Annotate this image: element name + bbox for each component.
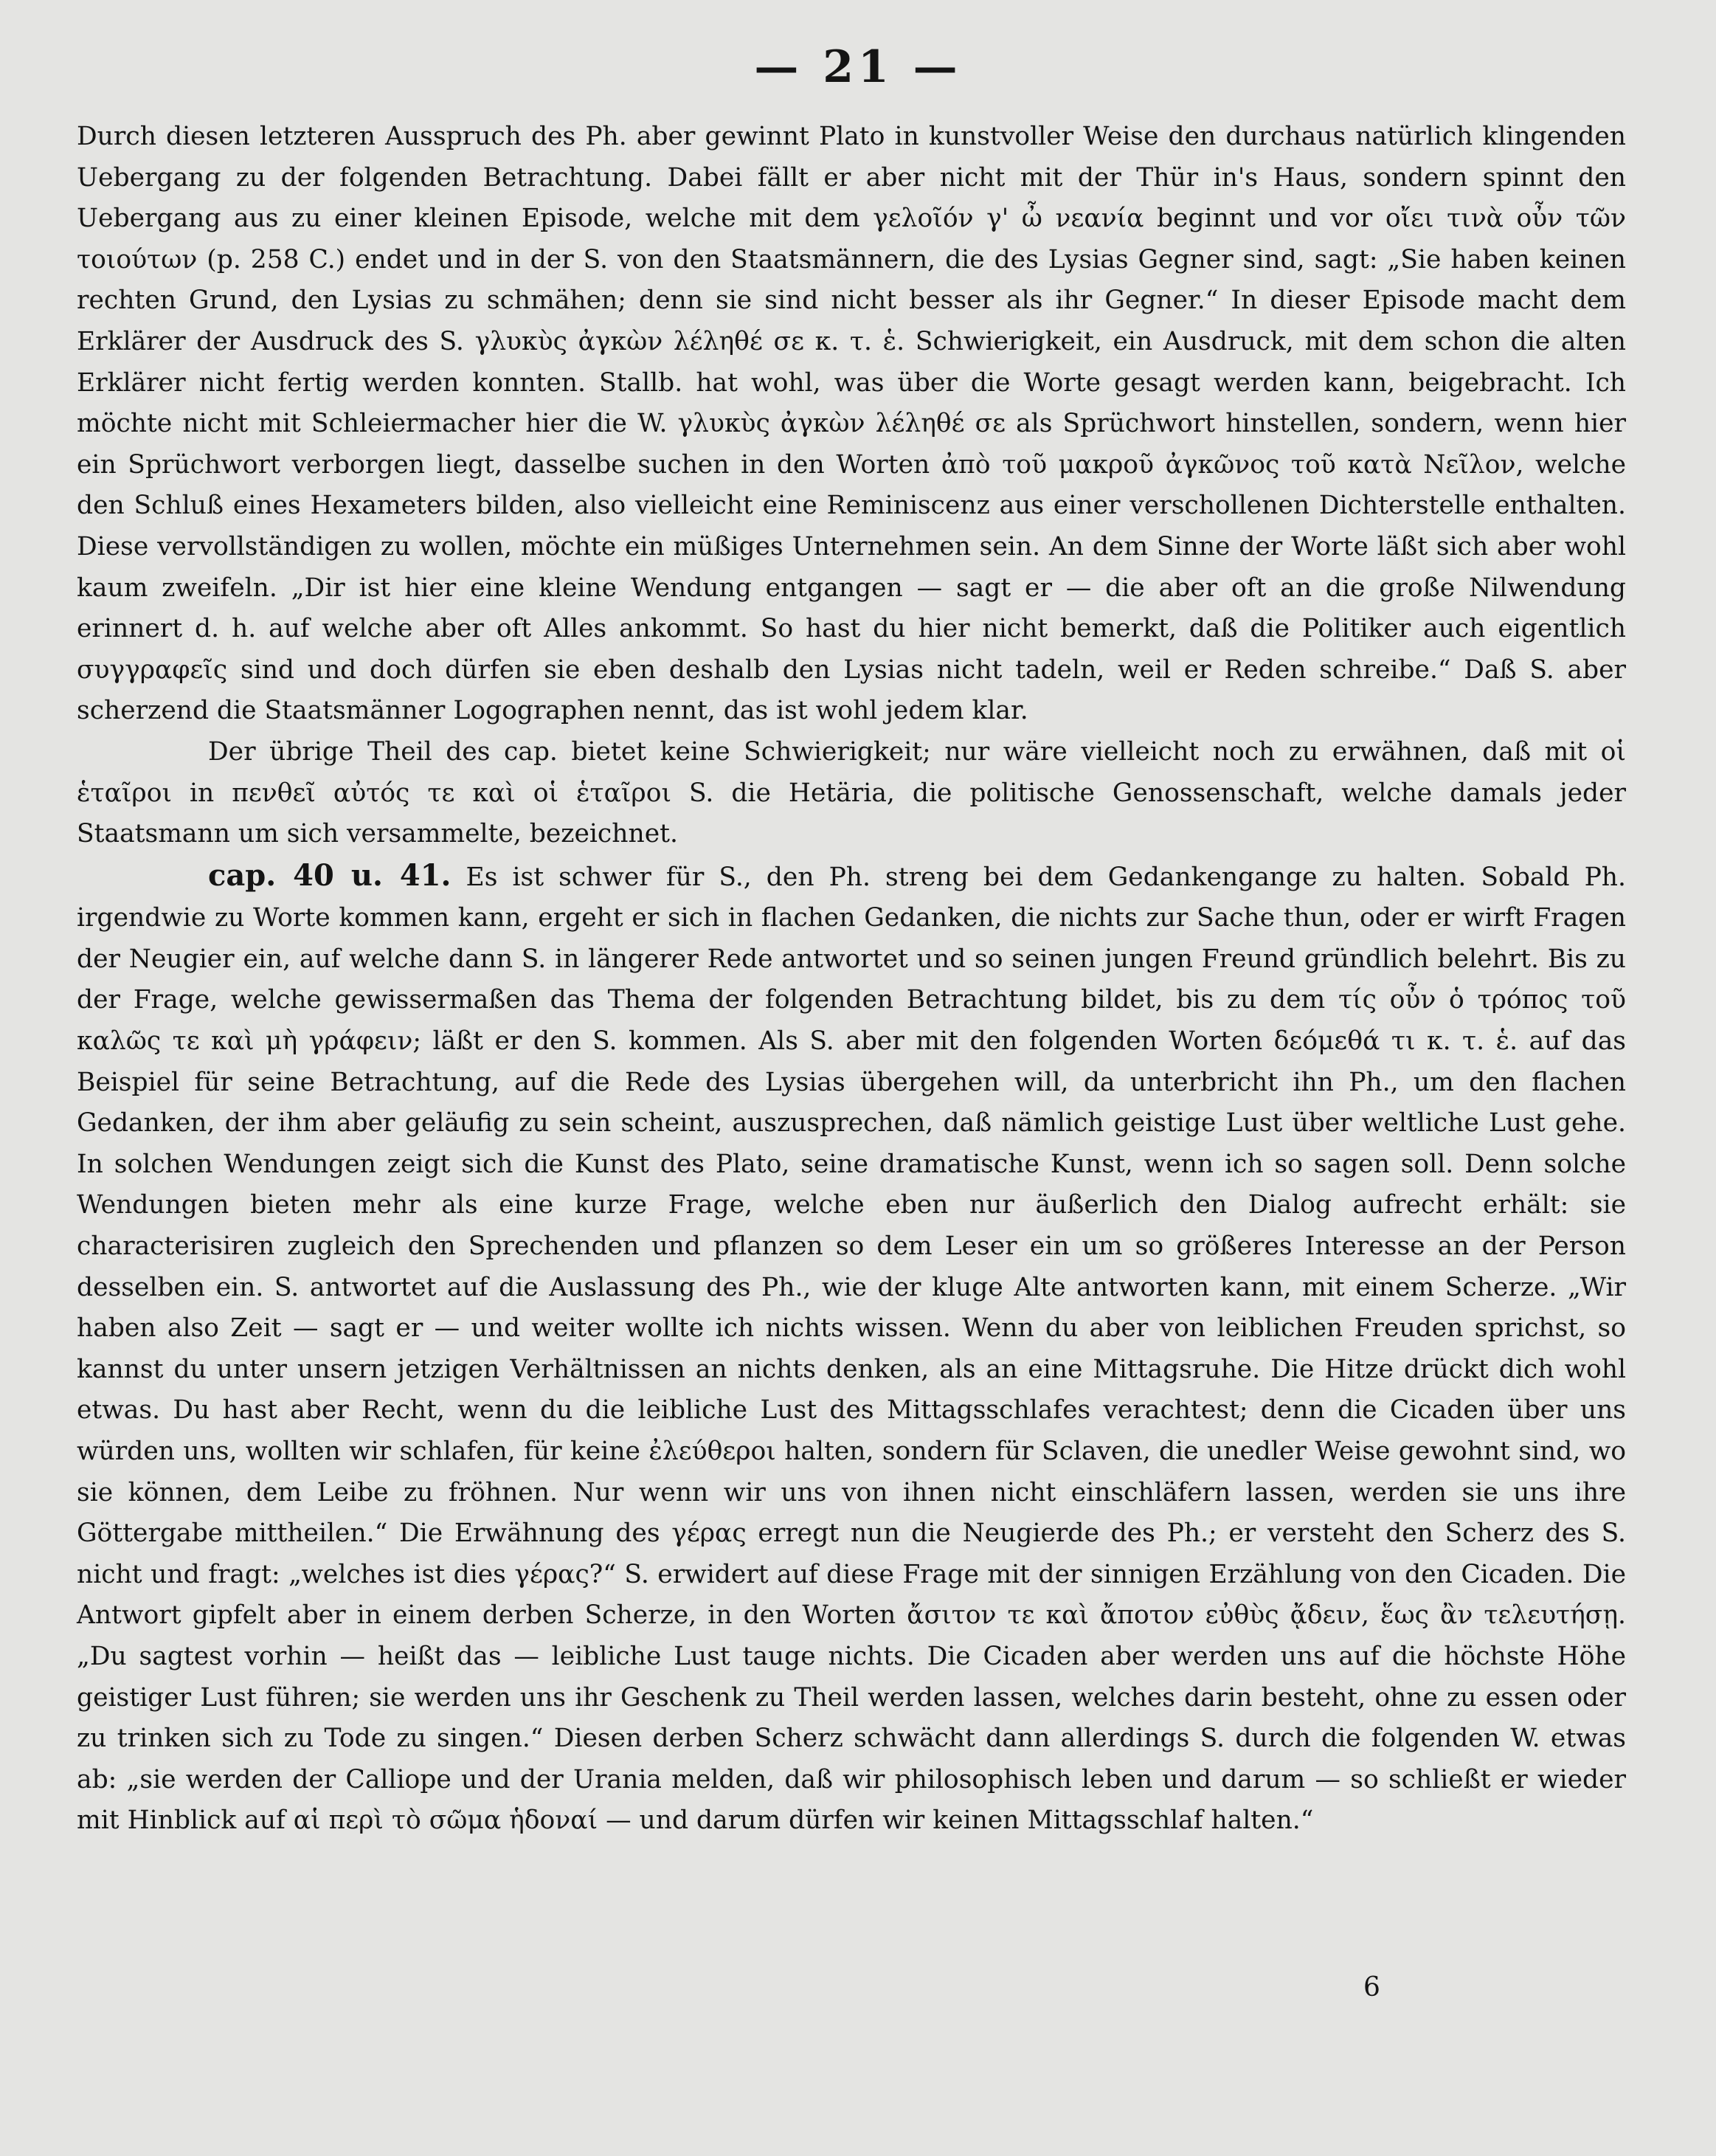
signature-mark: 6	[1363, 1972, 1380, 2003]
page-number: — 21 —	[754, 41, 962, 93]
paragraph-2-text: Der übrige Theil des cap. bietet keine Schwierigkeit; nur wäre vielleicht noch zu erwähnen, daß mit οἱ ἑταῖροι in πενθεῖ αὐτός τε καὶ οἱ ἑταῖροι S. die Hetäria, die politische Genossenschaft, welche damals jeder Staatsmann um sich versammelte, bezeichnet.	[77, 736, 1626, 849]
body-text	[77, 117, 1626, 1842]
paragraph-2	[77, 732, 1626, 855]
paragraph-3	[77, 855, 1626, 1842]
paragraph-1	[77, 117, 1626, 732]
chapter-label: cap. 40 u. 41.	[208, 857, 452, 893]
paragraph-1-text: Durch diesen letzteren Ausspruch des Ph. aber gewinnt Plato in kunstvoller Weise den durchaus natürlich klingenden Uebergang zu der folgenden Betrachtung. Dabei fällt er aber nicht mit der Thür in's Haus, sondern spinnt den Uebergang aus zu einer kleinen Episode, welche mit dem γελοῖόν γ' ὦ νεανία beginnt und vor οἴει τινὰ οὖν τῶν τοιούτων (p. 258 C.) endet und in der S. von den Staatsmännern, die des Lysias Gegner sind, sagt: „Sie haben keinen rechten Grund, den Lysias zu schmähen; denn sie sind nicht besser als ihr Gegner.“ In dieser Episode macht dem Erklärer der Ausdruck des S. γλυκὺς ἀγκὼν λέληθέ σε κ. τ. ἑ. Schwierigkeit, ein Ausdruck, mit dem schon die alten Erklärer nicht fertig werden konnten. Stallb. hat wohl, was über die Worte gesagt werden kann, beigebracht. Ich möchte nicht mit Schleiermacher hier die W. γλυκὺς ἀγκὼν λέληθέ σε als Sprüchwort hinstellen, sondern, wenn hier ein Sprüchwort verborgen liegt, dasselbe suchen in den Worten ἀπὸ τοῦ μακροῦ ἀγκῶνος τοῦ κατὰ Νεῖλον, welche den Schluß eines Hexameters bilden, also vielleicht eine Reminiscenz aus einer verschollenen Dichterstelle enthalten. Diese vervollständigen zu wollen, möchte ein müßiges Unternehmen sein. An dem Sinne der Worte läßt sich aber wohl kaum zweifeln. „Dir ist hier eine kleine Wendung entgangen — sagt er — die aber oft an die große Nilwendung erinnert d. h. auf welche aber oft Alles ankommt. So hast du hier nicht bemerkt, daß die Politiker auch eigentlich συγγραφεῖς sind und doch dürfen sie eben deshalb den Lysias nicht tadeln, weil er Reden schreibe.“ Daß S. aber scherzend die Staatsmänner Logographen nennt, das ist wohl jedem klar.	[77, 122, 1626, 726]
paragraph-3-text: Es ist schwer für S., den Ph. streng bei dem Gedankengange zu halten. Sobald Ph. irgendwie zu Worte kommen kann, ergeht er sich in flachen Gedanken, die nichts zur Sache thun, oder er wirft Fragen der Neugier ein, auf welche dann S. in längerer Rede antwortet und so seinen jungen Freund gründlich belehrt. Bis zu der Frage, welche gewissermaßen das Thema der folgenden Betrachtung bildet, bis zu dem τίς οὖν ὁ τρόπος τοῦ καλῶς τε καὶ μὴ γράφειν; läßt er den S. kommen. Als S. aber mit den folgenden Worten δεόμεθά τι κ. τ. ἑ. auf das Beispiel für seine Betrachtung, auf die Rede des Lysias übergehen will, da unterbricht ihn Ph., um den flachen Gedanken, der ihm aber geläufig zu sein scheint, auszusprechen, daß nämlich geistige Lust über weltliche Lust gehe. In solchen Wendungen zeigt sich die Kunst des Plato, seine dramatische Kunst, wenn ich so sagen soll. Denn solche Wendungen bieten mehr als eine kurze Frage, welche eben nur äußerlich den Dialog aufrecht erhält: sie characterisiren zugleich den Sprechenden und pflanzen so dem Leser ein um so größeres Interesse an der Person desselben ein. S. antwortet auf die Auslassung des Ph., wie der kluge Alte antworten kann, mit einem Scherze. „Wir haben also Zeit — sagt er — und weiter wollte ich nichts wissen. Wenn du aber von leiblichen Freuden sprichst, so kannst du unter unsern jetzigen Verhältnissen an nichts denken, als an eine Mittagsruhe. Die Hitze drückt dich wohl etwas. Du hast aber Recht, wenn du die leibliche Lust des Mittagsschlafes verachtest; denn die Cicaden über uns würden uns, wollten wir schlafen, für keine ἐλεύθεροι halten, sondern für Sclaven, die unedler Weise gewohnt sind, wo sie können, dem Leibe zu fröhnen. Nur wenn wir uns von ihnen nicht einschläfern lassen, werden sie uns ihre Göttergabe mittheilen.“ Die Erwähnung des γέρας erregt nun die Neugierde des Ph.; er versteht den Scherz des S. nicht und fragt: „welches ist dies γέρας?“ S. erwidert auf diese Frage mit der sinnigen Erzählung von den Cicaden. Die Antwort gipfelt aber in einem derben Scherze, in den Worten ἄσιτον τε καὶ ἄποτον εὐθὺς ᾄδειν, ἕως ἂν τελευτήσῃ. „Du sagtest vorhin — heißt das — leibliche Lust tauge nichts. Die Cicaden aber werden uns auf die höchste Höhe geistiger Lust führen; sie werden uns ihr Geschenk zu Theil werden lassen, welches darin besteht, ohne zu essen oder zu trinken sich zu Tode zu singen.“ Diesen derben Scherz schwächt dann allerdings S. durch die folgenden W. etwas ab: „sie werden der Calliope und der Urania melden, daß wir philosophisch leben und darum — so schließt er wieder mit Hinblick auf αἱ περὶ τὸ σῶμα ἡδοναί — und darum dürfen wir keinen Mittagsschlaf halten.“	[77, 862, 1627, 1836]
